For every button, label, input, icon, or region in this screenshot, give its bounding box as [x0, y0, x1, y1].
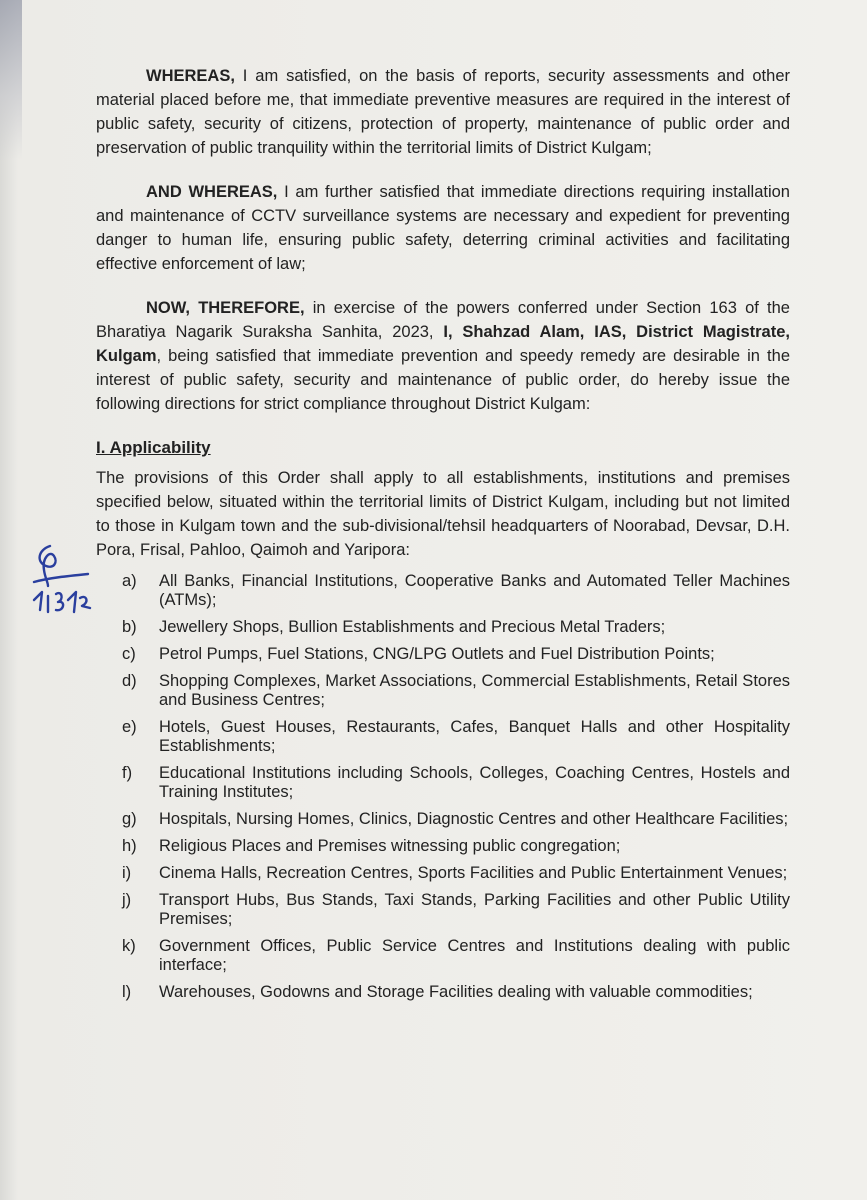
list-item	[122, 764, 790, 802]
list-item-text: All Banks, Financial Institutions, Cooperative Banks and Automated Teller Machines (ATMs);	[159, 572, 790, 609]
list-item-text: Jewellery Shops, Bullion Establishments and Precious Metal Traders;	[159, 618, 666, 636]
list-item-text: Educational Institutions including Schools, Colleges, Coaching Centres, Hostels and Training Institutes;	[159, 764, 790, 801]
list-item	[122, 618, 790, 637]
list-item	[122, 937, 790, 975]
list-item	[122, 864, 790, 883]
list-item	[122, 718, 790, 756]
list-marker: l)	[122, 983, 132, 1001]
list-marker: k)	[122, 937, 136, 955]
now-therefore-text-1: in exercise of the powers conferred under Section 163 of the Bharatiya Nagarik Suraksha Sanhita, 2023,	[96, 299, 790, 341]
list-marker: a)	[122, 572, 137, 590]
list-item-text: Shopping Complexes, Market Associations, Commercial Establishments, Retail Stores and Business Centres;	[159, 672, 790, 709]
whereas-text: I am satisfied, on the basis of reports, security assessments and other material placed before me, that immediate preventive measures are required in the interest of public safety, security of citizens, protection of property, maintenance of public order and preservation of public tranquility within the territorial limits of District Kulgam;	[96, 67, 790, 157]
list-marker: h)	[122, 837, 137, 855]
list-marker: d)	[122, 672, 137, 690]
list-marker: f)	[122, 764, 133, 782]
now-therefore-paragraph	[96, 296, 790, 416]
now-therefore-lead: NOW, THEREFORE,	[146, 299, 305, 317]
list-item	[122, 572, 790, 610]
handwritten-initials	[28, 536, 98, 626]
list-marker: i)	[122, 864, 132, 882]
list-item	[122, 891, 790, 929]
list-item	[122, 983, 790, 1002]
list-item-text: Religious Places and Premises witnessing public congregation;	[159, 837, 621, 855]
list-item	[122, 672, 790, 710]
list-item-text: Government Offices, Public Service Centres and Institutions dealing with public interface;	[159, 937, 790, 974]
list-marker: j)	[122, 891, 132, 909]
now-therefore-text-2: , being satisfied that immediate prevention and speedy remedy are desirable in the interest of public safety, security and maintenance of public order, do hereby issue the following directions for strict compliance throughout District Kulgam:	[96, 347, 790, 413]
page-edge-shadow	[0, 0, 22, 160]
document-body	[96, 64, 790, 1010]
list-item-text: Transport Hubs, Bus Stands, Taxi Stands, Parking Facilities and other Public Utility Premises;	[159, 891, 790, 928]
and-whereas-lead: AND WHEREAS,	[146, 183, 278, 201]
list-item	[122, 837, 790, 856]
list-item	[122, 645, 790, 664]
list-item-text: Petrol Pumps, Fuel Stations, CNG/LPG Outlets and Fuel Distribution Points;	[159, 645, 715, 663]
list-item-text: Cinema Halls, Recreation Centres, Sports Facilities and Public Entertainment Venues;	[159, 864, 788, 882]
list-marker: b)	[122, 618, 137, 636]
list-marker: g)	[122, 810, 137, 828]
whereas-lead: WHEREAS,	[146, 67, 235, 85]
magistrate-name: I, Shahzad Alam, IAS, District Magistrate, Kulgam	[96, 323, 790, 365]
whereas-paragraph	[96, 64, 790, 160]
list-marker: c)	[122, 645, 136, 663]
list-marker: e)	[122, 718, 137, 736]
section-intro: The provisions of this Order shall apply to all establishments, institutions and premises specified below, situated within the territorial limits of District Kulgam, including but not limited to those in Kulgam town and the sub-divisional/tehsil headquarters of Noorabad, Devsar, D.H. Pora, Frisal, Pahloo, Qaimoh and Yaripora:	[96, 469, 790, 559]
and-whereas-paragraph	[96, 180, 790, 276]
list-item-text: Hospitals, Nursing Homes, Clinics, Diagnostic Centres and other Healthcare Facilities;	[159, 810, 789, 828]
applicability-list	[96, 572, 790, 1002]
list-item-text: Hotels, Guest Houses, Restaurants, Cafes, Banquet Halls and other Hospitality Establishments;	[159, 718, 790, 755]
and-whereas-text: I am further satisfied that immediate directions requiring installation and maintenance of CCTV surveillance systems are necessary and expedient for preventing danger to human life, ensuring public safety, deterring criminal activities and facilitating effective enforcement of law;	[96, 183, 790, 273]
section-heading-applicability: I. Applicability	[96, 438, 211, 457]
list-item	[122, 810, 790, 829]
list-item-text: Warehouses, Godowns and Storage Facilities dealing with valuable commodities;	[159, 983, 753, 1001]
